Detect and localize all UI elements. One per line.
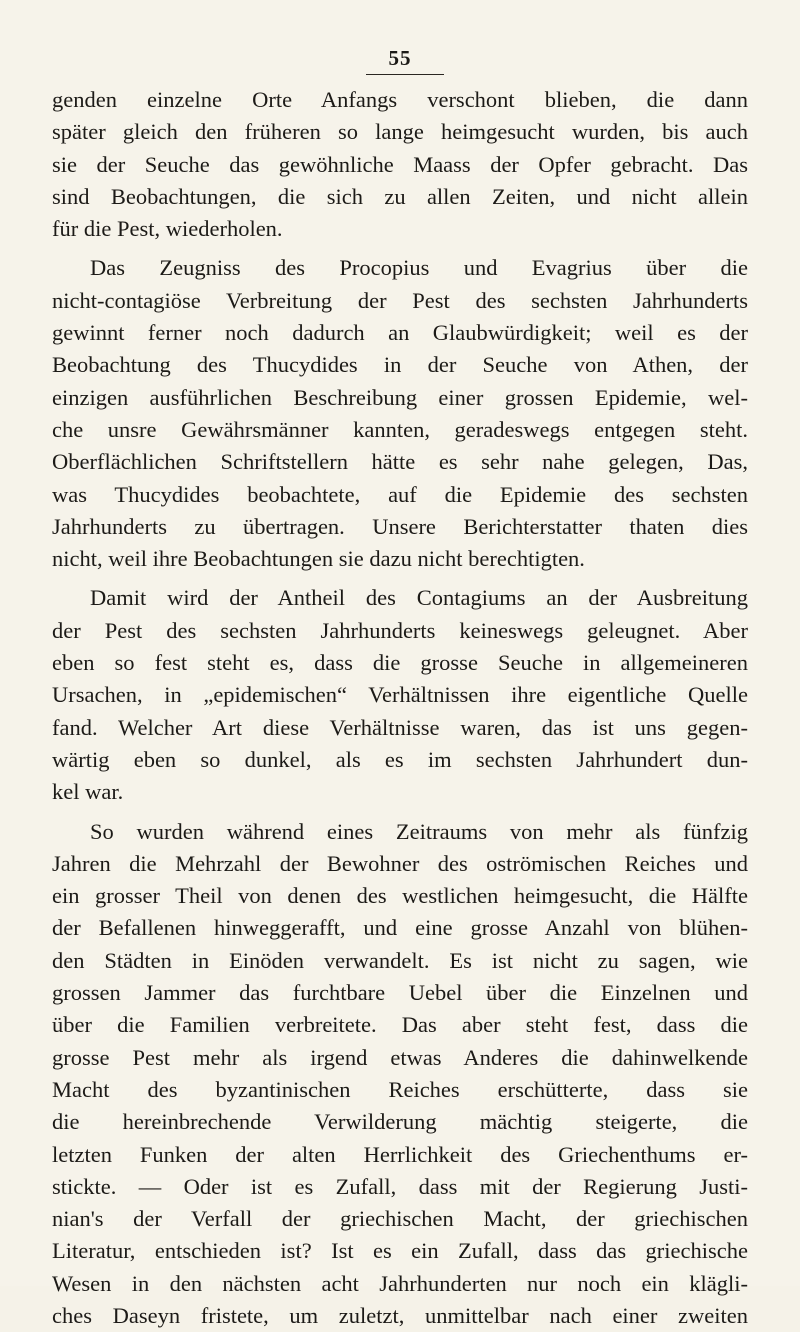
- text-line: für die Pest, wiederholen.: [52, 216, 283, 242]
- text-line: über die Familien verbreitete. Das aber steht fest, dass die: [52, 1012, 748, 1038]
- header-rule: [366, 74, 444, 75]
- text-line: fand. Welcher Art diese Verhältnisse waren, das ist uns gegen-: [52, 714, 748, 740]
- paragraph: [52, 816, 748, 1332]
- text-line: nicht, weil ihre Beobachtungen sie dazu nicht berechtigten.: [52, 546, 585, 572]
- text-line: sie der Seuche das gewöhnliche Maass der Opfer gebracht. Das: [52, 151, 748, 177]
- page-number: 55: [388, 46, 412, 70]
- text-line: nian's der Verfall der griechischen Macht, der griechischen: [52, 1206, 748, 1232]
- text-line: Ursachen, in „epidemischen“ Verhältnissen ihre eigentliche Quelle: [52, 682, 748, 708]
- text-line: Das Zeugniss des Procopius und Evagrius über die: [90, 255, 748, 281]
- text-line: Oberflächlichen Schriftstellern hätte es sehr nahe gelegen, Das,: [52, 449, 748, 475]
- text-line: eben so fest steht es, dass die grosse Seuche in allgemeineren: [52, 650, 748, 676]
- text-line: Damit wird der Antheil des Contagiums an der Ausbreitung: [90, 585, 748, 611]
- text-line: grosse Pest mehr als irgend etwas Anderes die dahinwelkende: [52, 1044, 748, 1070]
- text-line: Macht des byzantinischen Reiches erschütterte, dass sie: [52, 1076, 748, 1102]
- text-line: Jahrhunderts zu übertragen. Unsere Berichterstatter thaten dies: [52, 513, 748, 539]
- text-line: wärtig eben so dunkel, als es im sechsten Jahrhundert dun-: [52, 746, 748, 772]
- text-line: der Befallenen hinweggerafft, und eine grosse Anzahl von blühen-: [52, 915, 748, 941]
- paragraph: [52, 582, 748, 808]
- text-line: che unsre Gewährsmänner kannten, geradeswegs entgegen steht.: [52, 416, 748, 442]
- text-line: den Städten in Einöden verwandelt. Es ist nicht zu sagen, wie: [52, 947, 748, 973]
- text-line: nicht-contagiöse Verbreitung der Pest des sechsten Jahrhunderts: [52, 287, 748, 313]
- text-line: sind Beobachtungen, die sich zu allen Zeiten, und nicht allein: [52, 183, 748, 209]
- text-line: genden einzelne Orte Anfangs verschont blieben, die dann: [52, 87, 748, 112]
- text-line: einzigen ausführlichen Beschreibung einer grossen Epidemie, wel-: [52, 384, 748, 410]
- text-line: So wurden während eines Zeitraums von mehr als fünfzig: [90, 818, 748, 844]
- text-line: letzten Funken der alten Herrlichkeit des Griechenthums er-: [52, 1141, 748, 1167]
- text-line: grossen Jammer das furchtbare Uebel über die Einzelnen und: [52, 980, 748, 1006]
- text-line: die hereinbrechende Verwilderung mächtig steigerte, die: [52, 1109, 748, 1135]
- text-line: der Pest des sechsten Jahrhunderts keineswegs geleugnet. Aber: [52, 617, 748, 643]
- text-line: was Thucydides beobachtete, auf die Epidemie des sechsten: [52, 481, 748, 507]
- body-text: [52, 84, 748, 1332]
- paragraph: [52, 84, 748, 245]
- text-line: Jahren die Mehrzahl der Bewohner des oströmischen Reiches und: [52, 850, 748, 876]
- text-line: ein grosser Theil von denen des westlichen heimgesucht, die Hälfte: [52, 883, 748, 909]
- text-line: Beobachtung des Thucydides in der Seuche von Athen, der: [52, 352, 748, 378]
- text-line: ches Daseyn fristete, um zuletzt, unmittelbar nach einer zweiten: [52, 1302, 748, 1328]
- text-line: stickte. — Oder ist es Zufall, dass mit der Regierung Justi-: [52, 1173, 748, 1199]
- text-line: Wesen in den nächsten acht Jahrhunderten nur noch ein klägli-: [52, 1270, 748, 1296]
- text-line: später gleich den früheren so lange heimgesucht wurden, bis auch: [52, 119, 748, 145]
- text-line: Literatur, entschieden ist? Ist es ein Zufall, dass das griechische: [52, 1238, 748, 1264]
- text-line: kel war.: [52, 779, 124, 805]
- text-line: gewinnt ferner noch dadurch an Glaubwürdigkeit; weil es der: [52, 320, 748, 346]
- paragraph: [52, 252, 748, 575]
